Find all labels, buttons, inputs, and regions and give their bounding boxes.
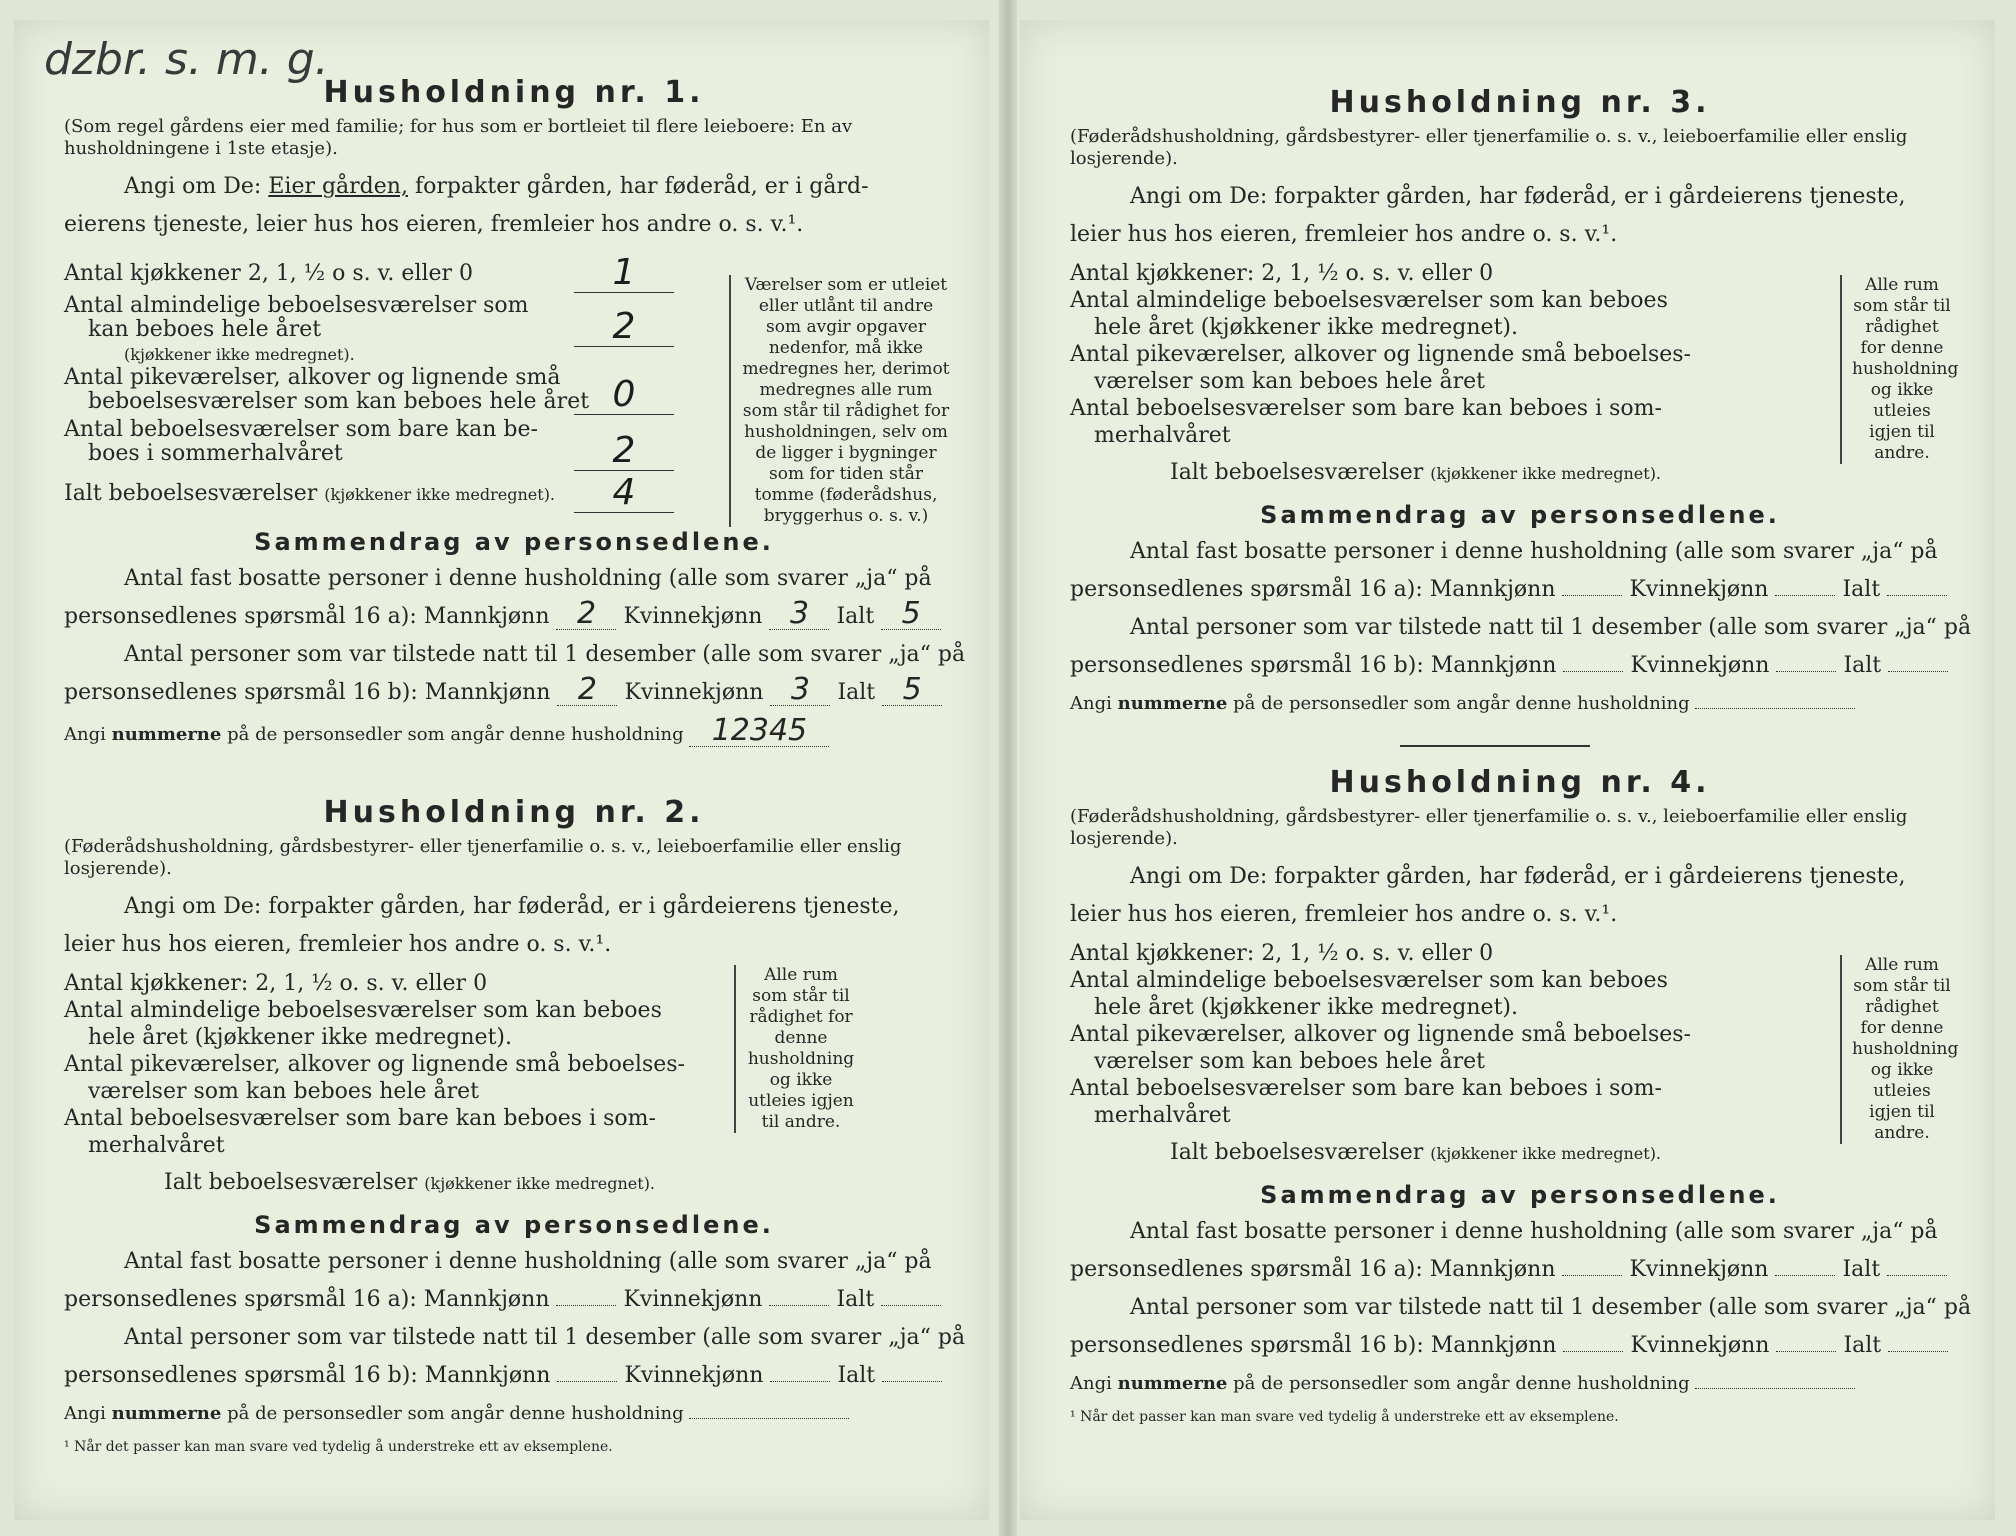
household-1: Husholdning nr. 1. (Som regel gårdens eier med familie; for hus som er bortleiet til flere leieboere: En av husholdningene i 1ste etasje). Angi om De: Eier gården, forpakter gården, har føderåd, er i gård- eierens tjeneste, leier hus hos eieren, fremleier hos andre o. s. v.¹. Antal kjøkkener 2, 1, ½ o s. v. eller 0 1 Antal almindelige beboelsesværelser som kan beboes hele året (kjøkkener ikke medregnet). 2 Antal pikeværelser, alkover og lignende små beboelsesværelser som kan beboes hele året 0 Antal beboelsesværelser som bare kan be- boes i sommerhalvåret 2 Ialt beboelsesværelser (kjøkkener ikke medregnet). 4 Værelser som er utleiet eller utlånt til andre som avgir opgaver nedenfor, må ikke medregnes her, derimot medregnes alle rum som står til rådighet for husholdningen, selv om de ligger i bygninger som for tiden står tomme (føderådshus, bryggerhus o. s. v.) Sammendrag av personsedlene. Antal fast bosatte personer i denne husholdning (alle som svarer „ja“ på personsedlenes spørsmål 16 a): Mannkjønn 2 Kvinnekjønn 3 Ialt 5 Antal personer som var tilstede natt til 1 desember (alle som svarer „ja“ på personsedlenes spørsmål 16 b): Mannkjønn 2 Kvinnekjønn 3 Ialt 5 Angi nummerne på de personsedler som angår denne husholdning 12345 <box>64 75 966 748</box>
household-2-note: (Føderådshusholdning, gårdsbestyrer- eller tjenerfamilie o. s. v., leieboerfamilie eller enslig losjerende). <box>64 836 902 879</box>
a-total-value: 5 <box>881 599 941 630</box>
household-1-summary-title: Sammendrag av personsedlene. <box>254 528 774 556</box>
household-1-title: Husholdning nr. 1. <box>323 75 705 110</box>
left-page <box>14 20 989 1520</box>
b-male-value: 2 <box>557 675 617 706</box>
rooms-value: 2 <box>574 308 674 347</box>
household-1-summary-a: personsedlenes spørsmål 16 a): Mannkjønn 2 Kvinnekjønn 3 Ialt 5 <box>64 598 964 636</box>
household-1-summary-b: personsedlenes spørsmål 16 b): Mannkjønn 2 Kvinnekjønn 3 Ialt 5 <box>64 674 964 712</box>
b-total-value: 5 <box>882 675 942 706</box>
margin-note: dzbr. s. m. g. <box>44 34 329 85</box>
total-rooms-value: 4 <box>574 474 674 513</box>
owner-underlined: Eier gården, <box>268 174 408 199</box>
household-4: Husholdning nr. 4. (Føderådshusholdning, gårdsbestyrer- eller tjenerfamilie o. s. v., leieboerfamilie eller enslig losjerende). Angi om De: forpakter gården, har føderåd, er i gårdeierens tjeneste, leier hus hos eieren, fremleier hos andre o. s. v.¹. Antal kjøkkener: 2, 1, ½ o. s. v. eller 0 Antal almindelige beboelsesværelser som kan beboes hele året (kjøkkener ikke medregnet). Antal pikeværelser, alkover og lignende små beboelses- værelser som kan beboes hele året Antal beboelsesværelser som bare kan beboes i som- merhalvåret Ialt beboelsesværelser (kjøkkener ikke medregnet). Alle rum som står til rådighet for denne husholdning og ikke utleies igjen til andre. Sammendrag av personsedlene. Antal fast bosatte personer i denne husholdning (alle som svarer „ja“ på personsedlenes spørsmål 16 a): Mannkjønn Kvinnekjønn Ialt Antal personer som var tilstede natt til 1 desember (alle som svarer „ja“ på personsedlenes spørsmål 16 b): Mannkjønn Kvinnekjønn Ialt Angi nummerne på de personsedler som angår denne husholdning ¹ Når det passer kan man svare ved tydelig å understreke ett av eksemplene. <box>1070 765 1972 1425</box>
kitchens-row: Antal kjøkkener 2, 1, ½ o s. v. eller 0 1 <box>64 254 684 294</box>
a-male-value: 2 <box>556 599 616 630</box>
numbers-value: 12345 <box>689 716 829 747</box>
footnote: ¹ Når det passer kan man svare ved tydelig å understreke ett av eksemplene. <box>64 1439 613 1455</box>
household-1-sidenote: Værelser som er utleiet eller utlånt til andre som avgir opgaver nedenfor, må ikke medregnes her, derimot medregnes alle rum som står til rådighet for husholdningen, selv om de ligger i bygninger som for tiden står tomme (føderådshus, bryggerhus o. s. v.) <box>729 275 951 527</box>
household-1-note: (Som regel gårdens eier med familie; for hus som er bortleiet til flere leieboere: En av husholdningene i 1ste etasje). <box>64 116 853 159</box>
summer-rooms-row: Antal beboelsesværelser som bare kan be- boes i sommerhalvåret 2 <box>64 418 684 474</box>
a-female-value: 3 <box>769 599 829 630</box>
household-2-rooms: Antal kjøkkener: 2, 1, ½ o. s. v. eller 0 Antal almindelige beboelsesværelser som kan beboes hele året (kjøkkener ikke medregnet). Antal pikeværelser, alkover og lignende små beboelses- værelser som kan beboes hele året Antal beboelsesværelser som bare kan beboes i som- merhalvåret Ialt beboelsesværelser (kjøkkener ikke medregnet). <box>64 971 685 1195</box>
rooms-row: Antal almindelige beboelsesværelser som kan beboes hele året (kjøkkener ikke medregnet). 2 <box>64 294 684 366</box>
household-2: Husholdning nr. 2. (Føderådshusholdning, gårdsbestyrer- eller tjenerfamilie o. s. v., leieboerfamilie eller enslig losjerende). Angi om De: forpakter gården, har føderåd, er i gårdeierens tjeneste, leier hus hos eieren, fremleier hos andre o. s. v.¹. Antal kjøkkener: 2, 1, ½ o. s. v. eller 0 Antal almindelige beboelsesværelser som kan beboes hele året (kjøkkener ikke medregnet). Antal pikeværelser, alkover og lignende små beboelses- værelser som kan beboes hele året Antal beboelsesværelser som bare kan beboes i som- merhalvåret Ialt beboelsesværelser (kjøkkener ikke medregnet). Alle rum som står til rådighet for denne husholdning og ikke utleies igjen til andre. Sammendrag av personsedlene. Antal fast bosatte personer i denne husholdning (alle som svarer „ja“ på personsedlenes spørsmål 16 a): Mannkjønn Kvinnekjønn Ialt Antal personer som var tilstede natt til 1 desember (alle som svarer „ja“ på personsedlenes spørsmål 16 b): Mannkjønn Kvinnekjønn Ialt Angi nummerne på de personsedler som angår denne husholdning ¹ Når det passer kan man svare ved tydelig å understreke ett av eksemplene. <box>64 795 966 1455</box>
household-2-title: Husholdning nr. 2. <box>323 795 705 830</box>
b-female-value: 3 <box>770 675 830 706</box>
household-1-numbers: Angi nummerne på de personsedler som angår denne husholdning 12345 <box>64 716 964 750</box>
section-divider <box>1400 745 1590 747</box>
summer-rooms-value: 2 <box>574 432 674 471</box>
kitchens-value: 1 <box>574 254 674 293</box>
right-page <box>1020 20 1995 1520</box>
maid-rooms-value: 0 <box>574 376 674 415</box>
household-2-sidenote: Alle rum som står til rådighet for denne husholdning og ikke utleies igjen til andre. <box>734 965 856 1133</box>
book-spine <box>999 0 1017 1536</box>
household-1-angi-line1: Angi om De: Eier gården, forpakter gården, har føderåd, er i gård- <box>124 174 869 199</box>
maid-rooms-row: Antal pikeværelser, alkover og lignende små beboelsesværelser som kan beboes hele året 0 <box>64 366 684 418</box>
household-1-rooms <box>64 254 684 514</box>
household-3: Husholdning nr. 3. (Føderådshusholdning, gårdsbestyrer- eller tjenerfamilie o. s. v., leieboerfamilie eller enslig losjerende). Angi om De: forpakter gården, har føderåd, er i gårdeierens tjeneste, leier hus hos eieren, fremleier hos andre o. s. v.¹. Antal kjøkkener: 2, 1, ½ o. s. v. eller 0 Antal almindelige beboelsesværelser som kan beboes hele året (kjøkkener ikke medregnet). Antal pikeværelser, alkover og lignende små beboelses- værelser som kan beboes hele året Antal beboelsesværelser som bare kan beboes i som- merhalvåret Ialt beboelsesværelser (kjøkkener ikke medregnet). Alle rum som står til rådighet for denne husholdning og ikke utleies igjen til andre. Sammendrag av personsedlene. Antal fast bosatte personer i denne husholdning (alle som svarer „ja“ på personsedlenes spørsmål 16 a): Mannkjønn Kvinnekjønn Ialt Antal personer som var tilstede natt til 1 desember (alle som svarer „ja“ på personsedlenes spørsmål 16 b): Mannkjønn Kvinnekjønn Ialt Angi nummerne på de personsedler som angår denne husholdning <box>1070 85 1972 714</box>
total-rooms-row: Ialt beboelsesværelser (kjøkkener ikke medregnet). 4 <box>64 474 684 514</box>
household-1-angi-line2: eierens tjeneste, leier hus hos eieren, fremleier hos andre o. s. v.¹. <box>64 212 804 237</box>
